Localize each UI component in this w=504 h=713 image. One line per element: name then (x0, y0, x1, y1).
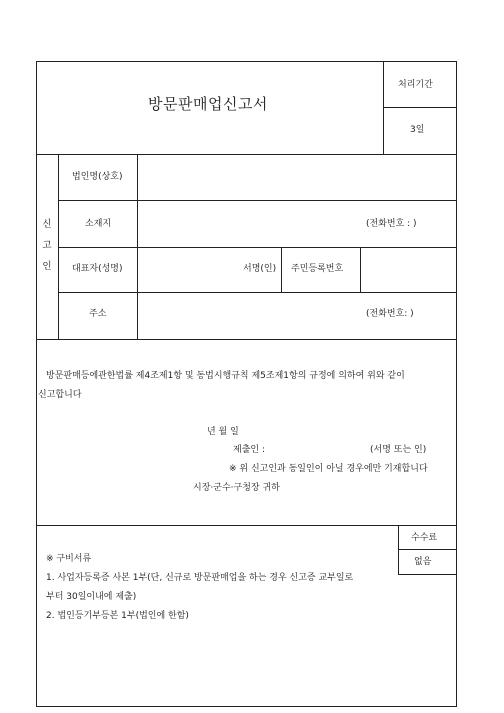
statement-top (36, 339, 457, 340)
corp-name-field[interactable] (138, 155, 456, 200)
statement-line-1: 방문판매등에관한법률 제4조제1항 및 동법시행규칙 제5조제1항의 규정에 의하여 위와 같이 (46, 371, 405, 381)
documents-top (36, 525, 457, 526)
reporter-char-3: 인 (42, 261, 52, 272)
address-phone: (전화번호: ) (366, 309, 414, 319)
processing-divider (383, 107, 456, 108)
statement-line-2: 신고합니다 (38, 390, 82, 400)
reporter-char-2: 고 (42, 240, 52, 251)
addressee: 시장·군수·구청장 귀하 (193, 483, 280, 493)
corp-name-label: 법인명(상호) (72, 172, 123, 182)
frame-top (36, 61, 457, 62)
signature-label: 서명(인) (243, 264, 277, 274)
documents-item-1-line-2: 부터 30일이내에 제출) (46, 592, 137, 602)
location-phone: (전화번호 : ) (366, 219, 417, 229)
date-line: 년 월 일 (207, 427, 239, 437)
form-title: 방문판매업신고서 (148, 95, 268, 113)
representative-field[interactable] (138, 248, 238, 292)
processing-period-value: 3일 (410, 125, 425, 135)
processing-period-label: 처리기간 (398, 80, 433, 90)
fee-divider (398, 525, 399, 575)
resident-number-label: 주민등록번호 (291, 264, 344, 274)
frame-bottom (36, 706, 457, 707)
documents-item-2: 2. 법인등기부등본 1부(법인에 한함) (46, 611, 189, 621)
location-field[interactable] (138, 201, 358, 246)
rep-divider-a (281, 247, 282, 292)
submitter-sign: (서명 또는 인) (370, 445, 427, 455)
fee-bottom (398, 574, 456, 575)
fee-label: 수수료 (411, 533, 438, 543)
reporter-char-1: 신 (42, 219, 52, 230)
resident-number-field[interactable] (361, 248, 456, 292)
submitter-field[interactable] (276, 441, 366, 456)
frame-left (36, 61, 37, 707)
documents-item-1-line-1: 1. 사업자등록증 사본 1부(단, 신규로 방문판매업을 하는 경우 신고증 교부일로 (46, 573, 354, 583)
address-label: 주소 (89, 309, 107, 319)
note: ※ 위 신고인과 동일인이 아닐 경우에만 기재합니다 (229, 464, 428, 474)
fee-value: 없음 (414, 557, 432, 567)
documents-header: ※ 구비서류 (46, 554, 92, 564)
frame-right (456, 61, 457, 707)
representative-label: 대표자(성명) (72, 264, 123, 274)
fee-row-divider (398, 549, 456, 550)
submitter-label: 제출인 : (233, 445, 265, 455)
location-label: 소재지 (85, 219, 112, 229)
address-field[interactable] (138, 293, 358, 338)
